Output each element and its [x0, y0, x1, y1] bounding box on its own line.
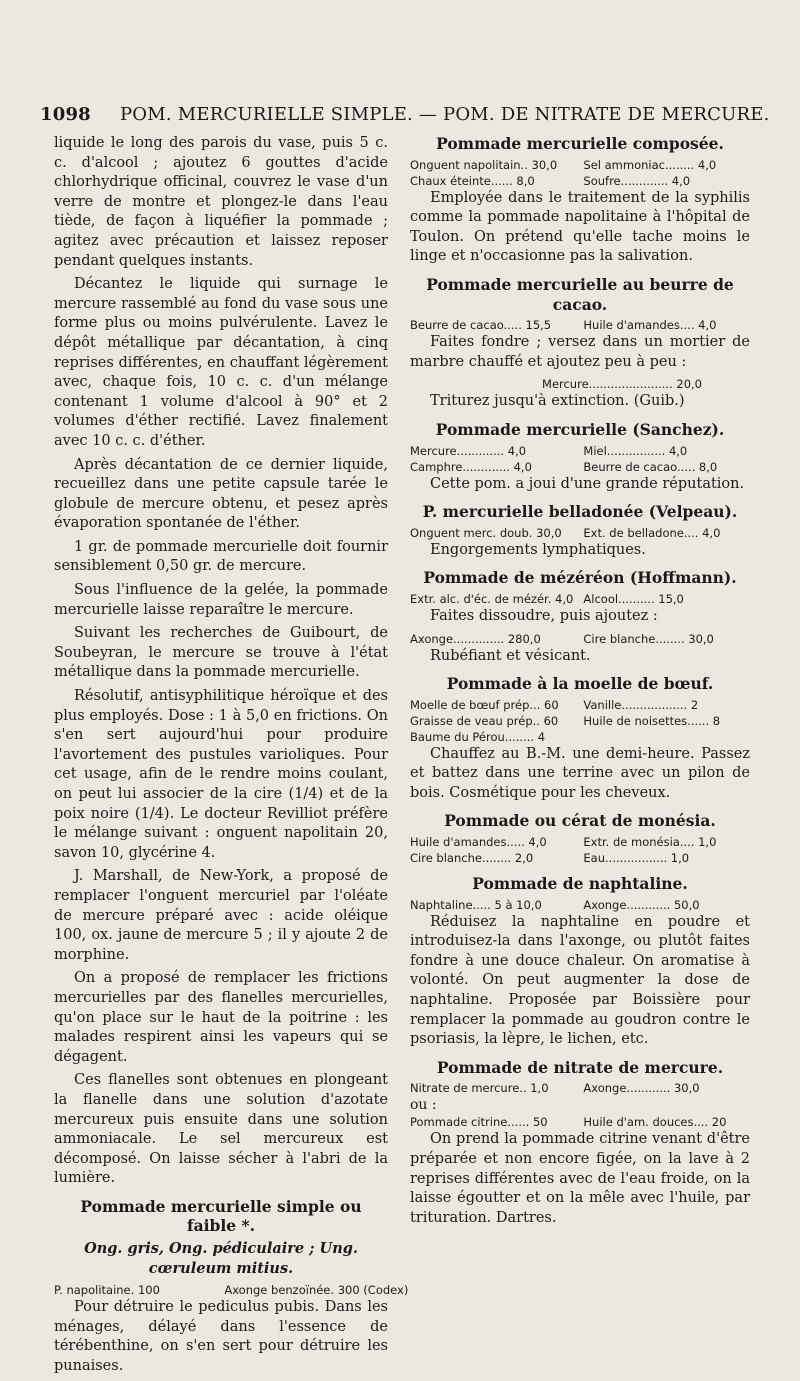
formula-row: [410, 459, 750, 475]
section-heading: Pommade de mézéréon (Hoffmann).: [423, 568, 737, 588]
formula-item: Camphre............. 4,0: [410, 459, 532, 474]
formula-item: Beurre de cacao..... 15,5: [410, 318, 552, 333]
formula-item: Moelle de bœuf prép... 60: [410, 697, 559, 712]
formula-line: Mercure....................... 20,0: [542, 377, 702, 392]
formula-item: Huile d'am. douces.... 20: [583, 1115, 727, 1130]
paragraph: Réduisez la naphtaline en poudre et introduisez-la dans l'axonge, ou plutôt faites fondre à une douce chaleur. On aromatise à volonté. On peut augmenter la dose de naphtaline. Proposée par Boissière pour remplacer la pommade au goudron contre le psoriasis, la lèpre, le lichen, etc.: [410, 913, 750, 1048]
paragraph: On prend la pommade citrine venant d'être préparée et non encore figée, on la lave à 2 reprises différentes avec de l'eau froide, on la laisse égoutter et on la mêle avec l'huile, par trituration. Dartres.: [410, 1131, 750, 1226]
paragraph: J. Marshall, de New-York, a proposé de remplacer l'onguent mercuriel par l'oléate de mercure préparé avec : acide oléique 100, ox. jaune de mercure 5 ; il y ajoute 2 de morphine.: [54, 868, 388, 963]
formula-item: Vanille.................. 2: [583, 697, 699, 712]
formula-row: [410, 631, 750, 647]
formula-row: [410, 850, 750, 866]
left-column: [54, 134, 409, 1381]
running-header: [40, 100, 770, 130]
formula-row: [410, 317, 750, 333]
formula-row: [410, 713, 750, 729]
formula-item: Cire blanche........ 2,0: [410, 851, 534, 866]
formula-item: Huile d'amandes.... 4,0: [583, 318, 717, 333]
section-heading: Pommade à la moelle de bœuf.: [446, 674, 714, 694]
formula-row: [410, 525, 750, 541]
formula-item: Ext. de belladone.... 4,0: [583, 525, 721, 540]
or-label: ou :: [410, 1097, 437, 1114]
formula-item: Huile d'amandes..... 4,0: [410, 835, 547, 850]
paragraph: Faites fondre ; versez dans un mortier de marbre chauffé et ajoutez peu à peu :: [410, 334, 750, 370]
section-synonyms: Ong. gris, Ong. pédiculaire ; Ung. cœruleum mitius.: [84, 1240, 358, 1277]
formula-item: Naphtaline..... 5 à 10,0: [410, 897, 542, 912]
formula-item: Onguent napolitain.. 30,0: [410, 157, 558, 172]
paragraph: liquide le long des parois du vase, puis 5 c. c. d'alcool ; ajoutez 6 gouttes d'acide chlorhydrique officinal, couvrez le vase d'un verre de montre et plongez-le dans l'eau tiède, de façon à liquéfier la pommade ; agitez avec précaution et laissez reposer pendant quelques instants.: [54, 135, 388, 269]
paragraph: Suivant les recherches de Guibourt, de Soubeyran, le mercure se trouve à l'état métallique dans la pommade mercurielle.: [54, 625, 388, 681]
paragraph: Chauffez au B.-M. une demi-heure. Passez et battez dans une terrine avec un pilon de bois. Cosmétique pour les cheveux.: [410, 745, 750, 801]
formula-row: [410, 897, 750, 913]
paragraph: Rubéfiant et vésicant.: [430, 647, 591, 664]
section-heading: Pommade mercurielle composée.: [436, 134, 724, 153]
formula-item: Extr. de monésia.... 1,0: [583, 835, 717, 850]
section-heading: Pommade de naphtaline.: [472, 874, 688, 894]
paragraph: Après décantation de ce dernier liquide, recueillez dans une petite capsule tarée le globule de mercure obtenu, et pesez après évaporation spontanée de l'éther.: [54, 456, 388, 532]
formula-item: Pommade citrine...... 50: [410, 1115, 548, 1130]
formula-row: [410, 157, 750, 173]
formula-row: [410, 697, 750, 713]
formula-row: [410, 173, 750, 189]
section-heading: Pommade mercurielle simple ou faible *.: [80, 1196, 362, 1236]
formula-row: [410, 834, 750, 850]
formula-item: Extr. alc. d'éc. de mézér. 4,0: [410, 591, 574, 606]
paragraph: Employée dans le traitement de la syphilis comme la pommade napolitaine à l'hôpital de Toulon. On prétend qu'elle tache moins le linge et n'occasionne pas la salivation.: [410, 189, 750, 265]
formula-row: [410, 443, 750, 459]
formula-row: [410, 1080, 750, 1096]
section-heading: Pommade mercurielle (Sanchez).: [435, 419, 725, 439]
paragraph: Cette pom. a joui d'une grande réputation.: [430, 475, 745, 492]
paragraph: Pour détruire le pediculus pubis. Dans les ménages, délayé dans l'essence de térébenthine, on s'en sert pour détruire les punaises.: [54, 1299, 388, 1375]
formula-item: Eau................. 1,0: [583, 851, 690, 866]
formula-item: P. napolitaine. 100: [54, 1283, 160, 1298]
formula-item: Baume du Pérou........ 4: [410, 729, 546, 744]
section-heading: Pommade mercurielle au beurre de cacao.: [426, 274, 734, 314]
formula-item: Axonge............ 50,0: [583, 897, 700, 912]
formula-item: Nitrate de mercure.. 1,0: [410, 1081, 549, 1096]
formula-item: Huile de noisettes...... 8: [583, 713, 721, 728]
section-heading: Pommade ou cérat de monésia.: [444, 811, 716, 831]
running-title: POM. MERCURIELLE SIMPLE. — POM. DE NITRATE DE MERCURE.: [120, 104, 770, 125]
page-number: 1098: [40, 104, 91, 125]
paragraph: Triturez jusqu'à extinction. (Guib.): [430, 393, 685, 410]
paragraph: Résolutif, antisyphilitique héroïque et des plus employés. Dose : 1 à 5,0 en frictions. On s'en sert aujourd'hui pour produire l'avortement des pustules varioliques. Pour cet usage, afin de le rendre moins coulant, on peut lui associer de la cire (1/4) et de la poix noire (1/4). Le docteur Revilliot préfère le mélange suivant : onguent napolitain 20, savon 10, glycérine 4.: [54, 688, 388, 861]
formula-item: Chaux éteinte...... 8,0: [410, 173, 535, 188]
paragraph: 1 gr. de pommade mercurielle doit fournir sensiblement 0,50 gr. de mercure.: [54, 538, 388, 575]
formula-item: Miel................ 4,0: [583, 443, 688, 458]
formula-item: Alcool.......... 15,0: [583, 591, 684, 606]
formula-item: Soufre............. 4,0: [583, 173, 691, 188]
formula-row: [410, 729, 750, 745]
formula-item: Beurre de cacao..... 8,0: [583, 459, 718, 474]
formula-item: Axonge benzoïnée. 300 (Codex): [224, 1283, 409, 1298]
section-heading: Pommade de nitrate de mercure.: [436, 1057, 724, 1077]
paragraph: Sous l'influence de la gelée, la pommade mercurielle laisse reparaître le mercure.: [54, 582, 388, 618]
paragraph: Décantez le liquide qui surnage le mercure rassemblé au fond du vase sous une forme plus ou moins pulvérulente. Lavez le dépôt métallique par décantation, à cinq reprises différentes, en chauffant légèrement avec, chaque fois, 10 c. c. d'un mélange contenant 1 volume d'alcool à 90° et 2 volumes d'éther rectifié. Lavez finalement avec 10 c. c. d'éther.: [54, 276, 388, 449]
paragraph: Faites dissoudre, puis ajoutez :: [430, 607, 658, 624]
formula-row: [410, 591, 750, 607]
formula-item: Graisse de veau prép.. 60: [410, 713, 559, 728]
formula-item: Onguent merc. doub. 30,0: [410, 525, 562, 540]
formula-item: Mercure............. 4,0: [410, 443, 527, 458]
paragraph: Engorgements lymphatiques.: [430, 541, 646, 558]
formula-row: [410, 1114, 750, 1130]
formula-item: Sel ammoniac........ 4,0: [583, 157, 717, 172]
formula-item: Axonge............ 30,0: [583, 1081, 700, 1096]
paragraph: On a proposé de remplacer les frictions mercurielles par des flanelles mercurielles, qu'on place sur le haut de la poitrine : les malades respirent ainsi les vapeurs qui se dégagent.: [54, 970, 388, 1065]
paragraph: Ces flanelles sont obtenues en plongeant la flanelle dans une solution d'azotate mercureux puis ensuite dans une solution ammoniacale. Le sel mercureux est décomposé. On laisse sécher à l'abri de la lumière.: [54, 1072, 388, 1187]
formula-row: [54, 1282, 409, 1298]
section-heading: P. mercurielle belladonée (Velpeau).: [422, 502, 738, 522]
formula-item: Axonge.............. 280,0: [410, 631, 541, 646]
right-column: [410, 134, 750, 1232]
formula-item: Cire blanche........ 30,0: [583, 631, 714, 646]
